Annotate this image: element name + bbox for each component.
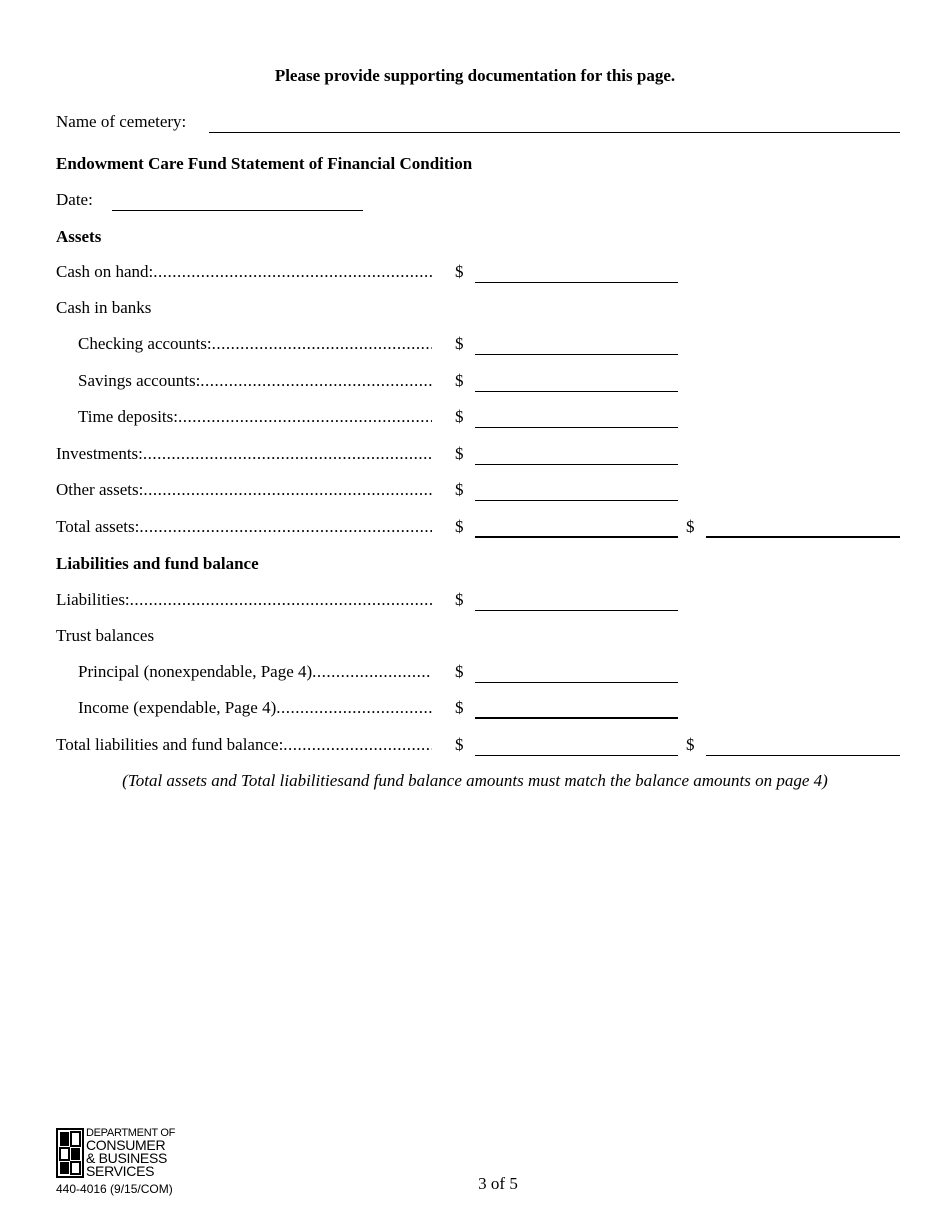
total-liabilities-label: Total liabilities and fund balance: <box>56 735 284 754</box>
leader-dots <box>143 480 432 500</box>
other-assets-label: Other assets: <box>56 480 144 499</box>
principal-row <box>78 662 432 682</box>
leader-dots <box>312 662 432 682</box>
checking-row <box>78 334 432 354</box>
date-field[interactable] <box>112 210 363 211</box>
leader-dots <box>276 698 432 718</box>
statement-title: Endowment Care Fund Statement of Financial Condition <box>56 154 473 173</box>
total-assets-subtotal-field[interactable] <box>475 536 678 538</box>
dollar-sign: $ <box>455 334 464 353</box>
leader-dots <box>178 407 432 427</box>
total-assets-row <box>56 517 432 537</box>
cash-on-hand-label: Cash on hand: <box>56 262 154 281</box>
investments-field[interactable] <box>475 464 678 465</box>
checking-label: Checking accounts: <box>78 334 212 353</box>
logo-line: CONSUMER <box>86 1137 166 1153</box>
total-liabilities-row <box>56 735 432 755</box>
principal-label: Principal (nonexpendable, Page 4) <box>78 662 313 681</box>
income-label: Income (expendable, Page 4) <box>78 698 277 717</box>
time-deposits-field[interactable] <box>475 427 678 428</box>
dollar-sign: $ <box>455 662 464 681</box>
total-assets-total-field[interactable] <box>706 536 900 538</box>
leader-dots <box>130 590 432 610</box>
dollar-sign: $ <box>455 407 464 426</box>
other-assets-field[interactable] <box>475 500 678 501</box>
total-assets-label: Total assets: <box>56 517 140 536</box>
leader-dots <box>283 735 432 755</box>
logo-line: SERVICES <box>86 1163 155 1179</box>
cash-on-hand-field[interactable] <box>475 282 678 283</box>
liabilities-label: Liabilities: <box>56 590 130 609</box>
cash-on-hand-row <box>56 262 432 282</box>
income-row <box>78 698 432 718</box>
cash-in-banks-label: Cash in banks <box>56 298 152 317</box>
page-instruction: Please provide supporting documentation for this page. <box>274 66 676 85</box>
dollar-sign: $ <box>455 517 464 536</box>
income-field[interactable] <box>475 717 678 719</box>
savings-label: Savings accounts: <box>78 371 201 390</box>
principal-field[interactable] <box>475 682 678 683</box>
liabilities-heading: Liabilities and fund balance <box>56 554 259 573</box>
dollar-sign: $ <box>455 371 464 390</box>
logo-line: DEPARTMENT OF <box>86 1127 175 1139</box>
leader-dots <box>153 262 432 282</box>
dollar-sign: $ <box>455 735 464 754</box>
dollar-sign: $ <box>455 444 464 463</box>
date-label: Date: <box>56 190 93 209</box>
dollar-sign: $ <box>455 480 464 499</box>
matching-note: (Total assets and Total liabilitiesand fund balance amounts must match the balance amounts on page 4) <box>122 771 828 790</box>
checking-field[interactable] <box>475 354 678 355</box>
total-liabilities-subtotal-field[interactable] <box>475 755 678 756</box>
total-liabilities-total-field[interactable] <box>706 755 900 756</box>
savings-field[interactable] <box>475 391 678 392</box>
dollar-sign: $ <box>455 698 464 717</box>
savings-row <box>78 371 432 391</box>
agency-logo-text <box>86 1128 175 1178</box>
cemetery-name-field[interactable] <box>209 132 900 133</box>
dollar-sign: $ <box>455 262 464 281</box>
agency-emblem-icon <box>56 1128 86 1180</box>
liabilities-field[interactable] <box>475 610 678 611</box>
dollar-sign: $ <box>686 735 695 754</box>
leader-dots <box>143 444 432 464</box>
other-assets-row <box>56 480 432 500</box>
agency-logo <box>56 1128 176 1180</box>
page-number: 3 of 5 <box>478 1174 518 1193</box>
form-number: 440-4016 (9/15/COM) <box>56 1182 173 1196</box>
dollar-sign: $ <box>455 590 464 609</box>
leader-dots <box>212 334 432 354</box>
dollar-sign: $ <box>686 517 695 536</box>
investments-label: Investments: <box>56 444 143 463</box>
time-deposits-row <box>78 407 432 427</box>
cemetery-name-label: Name of cemetery: <box>56 112 187 131</box>
leader-dots <box>139 517 432 537</box>
assets-heading: Assets <box>56 227 102 246</box>
liabilities-row <box>56 590 432 610</box>
trust-balances-label: Trust balances <box>56 626 155 645</box>
investments-row <box>56 444 432 464</box>
time-deposits-label: Time deposits: <box>78 407 178 426</box>
leader-dots <box>200 371 432 391</box>
logo-line: & BUSINESS <box>86 1150 168 1166</box>
